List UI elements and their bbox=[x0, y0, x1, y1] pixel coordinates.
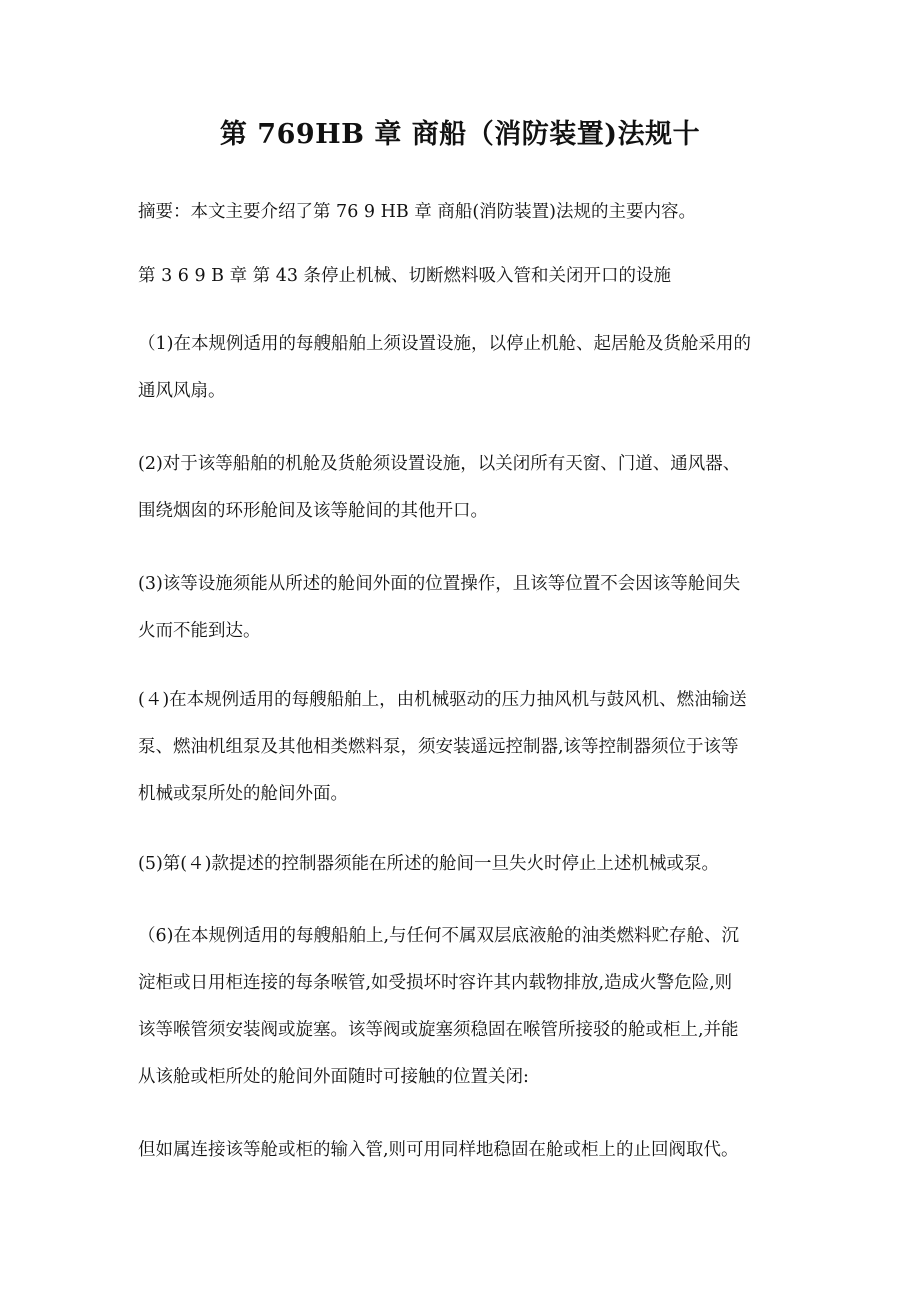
paragraph-line: (3)该等设施须能从所述的舱间外面的位置操作，且该等位置不会因该等舱间失 bbox=[138, 574, 741, 594]
paragraph-line: 泵、燃油机组泵及其他相类燃料泵，须安装遥远控制器,该等控制器须位于该等 bbox=[138, 737, 739, 757]
paragraph-line: 通风风扇。 bbox=[138, 381, 226, 401]
paragraph-line: 火而不能到达。 bbox=[138, 621, 261, 641]
section-heading-line: 第 3 6 9 B 章 第 43 条停止机械、切断燃料吸入管和关闭开口的设施 bbox=[138, 266, 672, 286]
paragraph-line: 机械或泵所处的舱间外面。 bbox=[138, 784, 348, 804]
paragraph-line: (４)在本规例适用的每艘船舶上，由机械驱动的压力抽风机与鼓风机、燃油输送 bbox=[138, 690, 747, 710]
document-title: 第 769HB 章 商船（消防装置)法规十 bbox=[219, 119, 701, 150]
abstract-paragraph bbox=[138, 189, 788, 236]
paragraph-7 bbox=[138, 1127, 788, 1174]
paragraph-3 bbox=[138, 561, 788, 655]
paragraph-line: （6)在本规例适用的每艘船舶上,与任何不属双层底液舱的油类燃料贮存舱、沉 bbox=[138, 926, 740, 946]
paragraph-4 bbox=[138, 677, 788, 818]
paragraph-5 bbox=[138, 841, 788, 888]
abstract-line: 摘要：本文主要介绍了第 76 9 HB 章 商船(消防装置)法规的主要内容。 bbox=[138, 202, 696, 222]
section-heading bbox=[138, 253, 788, 300]
paragraph-line: (2)对于该等船舶的机舱及货舱须设置设施，以关闭所有天窗、门道、通风器、 bbox=[138, 454, 741, 474]
paragraph-line: 从该舱或柜所处的舱间外面随时可接触的位置关闭: bbox=[138, 1067, 529, 1087]
paragraph-1 bbox=[138, 321, 788, 415]
paragraph-line: 围绕烟囱的环形舱间及该等舱间的其他开口。 bbox=[138, 501, 488, 521]
paragraph-2 bbox=[138, 441, 788, 535]
paragraph-line: 淀柜或日用柜连接的每条喉管,如受损坏时容许其内载物排放,造成火警危险,则 bbox=[138, 973, 733, 993]
paragraph-line: （1)在本规例适用的每艘船舶上须设置设施，以停止机舱、起居舱及货舱采用的 bbox=[138, 334, 751, 354]
paragraph-line: 但如属连接该等舱或柜的输入管,则可用同样地稳固在舱或柜上的止回阀取代。 bbox=[138, 1140, 739, 1160]
paragraph-line: 该等喉管须安装阀或旋塞。该等阀或旋塞须稳固在喉管所接驳的舱或柜上,并能 bbox=[138, 1020, 739, 1040]
paragraph-6 bbox=[138, 913, 788, 1101]
paragraph-line: (5)第(４)款提述的控制器须能在所述的舱间一旦失火时停止上述机械或泵。 bbox=[138, 854, 719, 874]
